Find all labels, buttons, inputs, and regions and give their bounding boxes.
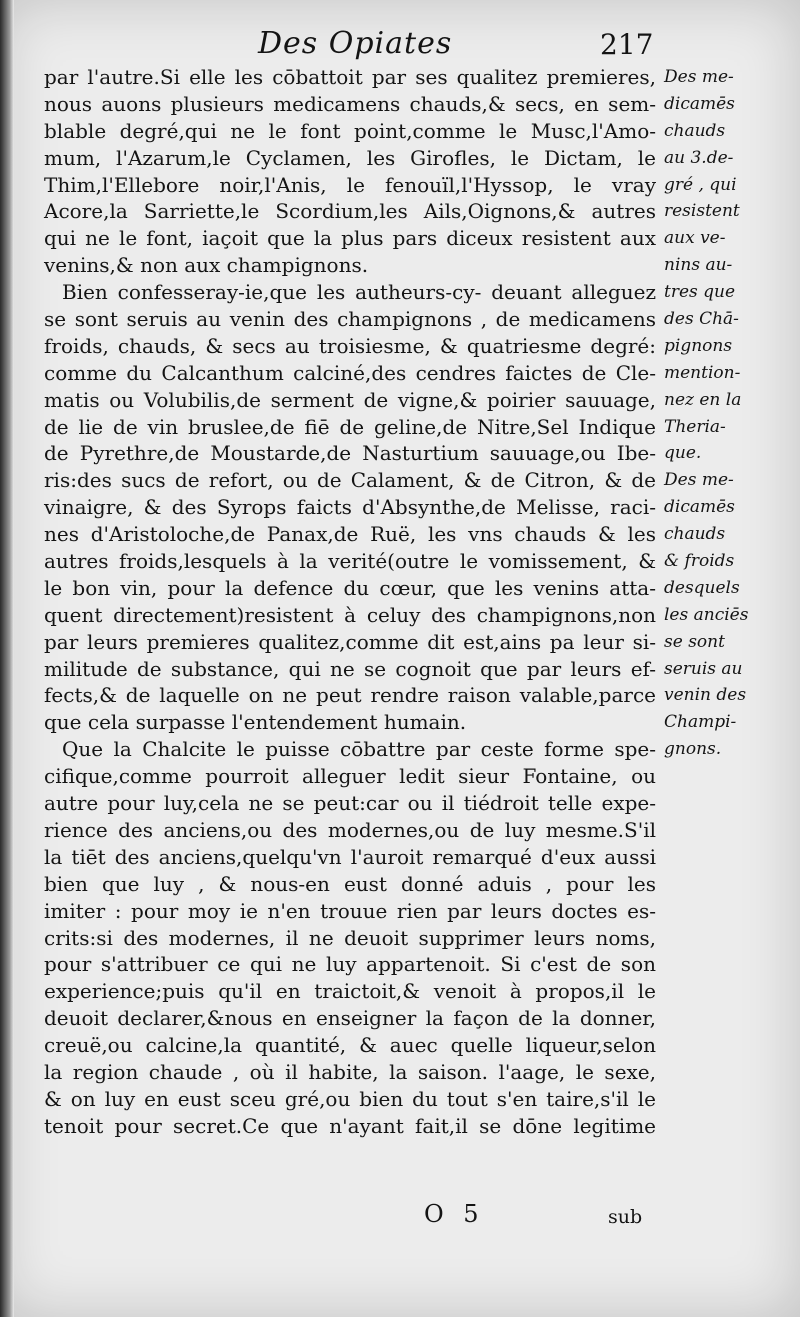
- text-line: Que la Chalcite le puisse cōbattre par ceste forme spe-: [62, 737, 656, 762]
- text-line: creuë,ou calcine,la quantité, & auec quelle liqueur,selon: [44, 1033, 656, 1058]
- margin-line: gré , qui: [664, 174, 737, 195]
- margin-line: mention-: [664, 362, 741, 383]
- text-line: Acore,la Sarriette,le Scordium,les Ails,Oignons,& autres: [44, 199, 656, 224]
- margin-line: gnons.: [664, 739, 722, 760]
- margin-line: venin des: [664, 685, 747, 706]
- text-line: quent directement)resistent à celuy des champignons,non: [44, 602, 656, 627]
- text-line: par leurs premieres qualitez,comme dit est,ains pa leur si-: [44, 629, 656, 654]
- marginal-notes: [664, 64, 794, 763]
- text-line: blable degré,qui ne le font point,comme le Musc,l'Amo-: [44, 118, 656, 143]
- margin-line: desquels: [664, 577, 740, 598]
- text-line: le bon vin, pour la defence du cœur, que les venins atta-: [44, 575, 656, 600]
- text-line: bien que luy , & nous-en eust donné aduis , pour les: [44, 871, 656, 896]
- margin-line: les anciēs: [664, 604, 749, 625]
- text-line: imiter : pour moy ie n'en trouue rien par leurs doctes es-: [44, 898, 656, 923]
- text-line: que cela surpasse l'entendement humain.: [44, 710, 467, 735]
- text-line: militude de substance, qui ne se cognoit que par leurs ef-: [44, 656, 656, 681]
- margin-line: chauds: [664, 524, 726, 545]
- text-line: venins,& non aux champignons.: [44, 253, 369, 278]
- text-line: froids, chauds, & secs au troisiesme, & quatriesme degré:: [44, 333, 656, 358]
- margin-line: Champi-: [664, 712, 737, 733]
- running-title: Des Opiates: [258, 26, 453, 61]
- margin-line: chauds: [664, 120, 726, 141]
- text-line: par l'autre.Si elle les cōbattoit par ses qualitez premieres,: [44, 65, 656, 89]
- margin-line: Theria-: [664, 416, 726, 437]
- margin-line: tres que: [664, 282, 736, 303]
- margin-line: dicamēs: [664, 93, 735, 114]
- text-line: qui ne le font, iaçoit que la plus pars diceux resistent aux: [44, 226, 656, 251]
- text-line: tenoit pour secret.Ce que n'ayant fait,il se dōne legitime: [44, 1113, 656, 1138]
- margin-line: dicamēs: [664, 497, 735, 518]
- text-line: ris:des sucs de refort, ou de Calament, & de Citron, & de: [44, 468, 656, 493]
- text-line: fects,& de laquelle on ne peut rendre raison valable,parce: [44, 683, 656, 708]
- text-line: & on luy en eust sceu gré,ou bien du tout s'en taire,s'il le: [44, 1086, 656, 1111]
- text-line: autres froids,lesquels à la verité(outre le vomissement, &: [44, 549, 656, 574]
- text-line: nes d'Aristoloche,de Panax,de Ruë, les vns chauds & les: [44, 522, 656, 547]
- text-line: vinaigre, & des Syrops faicts d'Absynthe,de Melisse, raci-: [44, 495, 656, 520]
- text-line: Bien confesseray-ie,que les autheurs-cy- deuant alleguez: [62, 280, 656, 305]
- page-number: 217: [600, 28, 654, 61]
- catchword: sub: [608, 1206, 643, 1228]
- text-line: crits:si des modernes, il ne deuoit supprimer leurs noms,: [44, 925, 656, 950]
- margin-line: se sont: [664, 631, 725, 652]
- margin-line: & froids: [664, 551, 735, 572]
- text-line: nous auons plusieurs medicamens chauds,& secs, en sem-: [44, 91, 656, 116]
- text-line: mum, l'Azarum,le Cyclamen, les Girofles, le Dictam, le: [44, 145, 656, 170]
- margin-line: resistent: [664, 201, 740, 222]
- text-line: deuoit declarer,&nous en enseigner la façon de la donner,: [44, 1006, 656, 1031]
- margin-line: au 3.de-: [664, 147, 734, 168]
- text-line: de Pyrethre,de Moustarde,de Nasturtium sauuage,ou Ibe-: [44, 441, 656, 466]
- margin-line: pignons: [664, 335, 733, 356]
- text-line: se sont seruis au venin des champignons , de medicamens: [44, 307, 656, 332]
- text-line: de lie de vin bruslee,de fiē de geline,de Nitre,Sel Indique: [44, 414, 656, 439]
- text-line: cifique,comme pourroit alleguer ledit sieur Fontaine, ou: [44, 764, 656, 789]
- margin-line: aux ve-: [664, 228, 726, 249]
- margin-line: nins au-: [664, 255, 733, 276]
- text-line: Thim,l'Ellebore noir,l'Anis, le fenouïl,l'Hyssop, le vray: [44, 172, 656, 197]
- binding-shadow: [0, 0, 14, 1317]
- margin-line: nez en la: [664, 389, 742, 410]
- text-line: matis ou Volubilis,de serment de vigne,& poirier sauuage,: [44, 387, 656, 412]
- margin-line: Des me-: [664, 67, 734, 87]
- main-text: [44, 64, 656, 1140]
- text-line: la tiēt des anciens,quelqu'vn l'auroit remarqué d'eux aussi: [44, 844, 656, 869]
- text-line: experience;puis qu'il en traictoit,& venoit à propos,il le: [44, 979, 656, 1004]
- text-line: rience des anciens,ou des modernes,ou de luy mesme.S'il: [44, 817, 656, 842]
- margin-line: Des me-: [664, 470, 734, 491]
- text-line: autre pour luy,cela ne se peut:car ou il tiédroit telle expe-: [44, 791, 656, 816]
- text-line: la region chaude , où il habite, la saison. l'aage, le sexe,: [44, 1059, 656, 1084]
- margin-line: des Chā-: [664, 309, 739, 330]
- signature-mark: O 5: [424, 1200, 485, 1228]
- margin-line: que.: [664, 443, 702, 464]
- margin-line: seruis au: [664, 658, 743, 679]
- text-line: pour s'attribuer ce qui ne luy appartenoit. Si c'est de son: [44, 952, 656, 977]
- text-line: comme du Calcanthum calciné,des cendres faictes de Cle-: [44, 360, 656, 385]
